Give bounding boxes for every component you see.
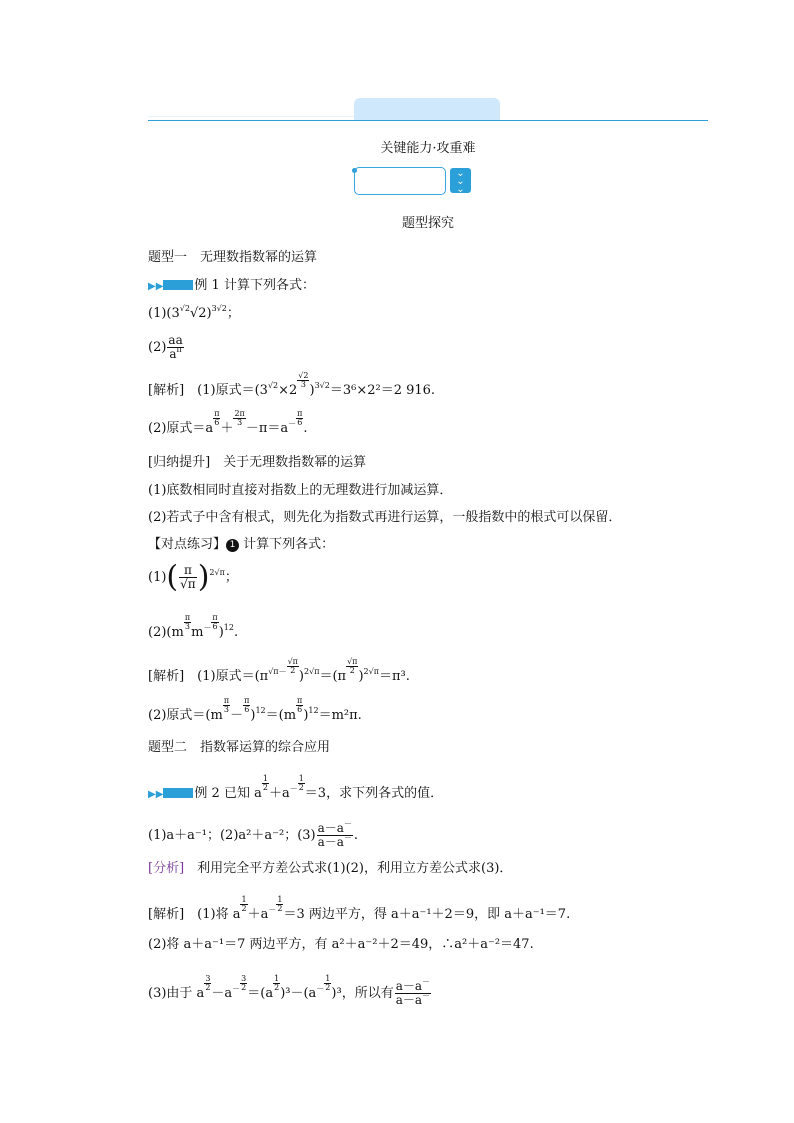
type2-title: 题型二 指数幂运算的综合应用: [148, 740, 331, 755]
subsection-title: 题型探究: [401, 216, 454, 231]
example2-solution3: (3)由于 a $\frac{3}{2}$ －a－ $\frac{3}{2}$ ＝(a $\frac{1}{2}$ )³－(a－ $\frac{1}{2}$ )³，所以有 $\frac{a-a^-}{a-a^-}$: [148, 974, 431, 1007]
summary-heading: [归纳提升] 关于无理数指数幂的运算: [148, 455, 367, 470]
practice-q1: (1)( $\frac{\pi}{√\pi}$ )$^{2√\pi}$；: [148, 559, 238, 595]
section-title: 关键能力·攻重难: [380, 141, 476, 156]
chevron-down-icon[interactable]: ⌄ ⌄ ⌄: [450, 168, 471, 193]
practice-solution2: (2)原式＝(m $\frac{\pi}{3}$ － $\frac{\pi}{6}$ )$^{12}$＝(m $\frac{\pi}{6}$ )$^{12}$＝m²π.: [148, 696, 362, 723]
example1-line: [148, 274, 315, 293]
empty-label-box: [354, 167, 446, 195]
example2-analysis: [分析] 利用完全平方差公式求(1)(2)，利用立方差公式求(3)．: [148, 861, 513, 876]
practice-number-badge: 1: [226, 539, 239, 552]
practice-solution1: [解析] (1)原式$=(\pi^{√\pi-}$ $\frac{√\pi}{2}$ )$^{2√\pi}$＝(π $\frac{√\pi}{2}$ )$^{2√\pi}$＝π³.: [148, 657, 410, 684]
example-marker-icon: ▶▶: [148, 278, 194, 293]
example1-solution1: [解析] (1)原式$=(3^{√2}\times 2$ $\frac{√2}{3}$ )$^{3√2}$＝3⁶×2²＝2 916.: [148, 371, 436, 398]
header-faint-rule: [148, 116, 354, 117]
example1-q1: $(1)(3^{√2}√2)^{3√2}$；: [148, 304, 240, 321]
practice-heading: 【对点练习】 1 计算下列各式：: [148, 537, 335, 552]
type1-title: 题型一 无理数指数幂的运算: [148, 250, 318, 265]
header-rule: [148, 120, 708, 121]
example1-prompt: 计算下列各式：: [223, 278, 315, 293]
header-tab: [354, 98, 500, 120]
example1-solution2: (2)原式＝a $\frac{\pi}{6}$ ＋ $\frac{2\pi}{3}$ －π＝a－ $\frac{\pi}{6}$ .: [148, 409, 308, 436]
example1-q2: (2) $\frac{aa}{a^\pi}$: [148, 333, 183, 361]
example2-questions: (1)a＋a⁻¹；(2)a²＋a⁻²；(3) $\frac{a-a^-}{a-a^-}$ .: [148, 819, 359, 849]
example2-solution1: [解析] (1)将 a $\frac{1}{2}$ ＋a－ $\frac{1}{2}$ ＝3 两边平方，得 a＋a⁻¹＋2＝9，即 a＋a⁻¹＝7.: [148, 895, 571, 922]
example2-solution2: (2)将 a＋a⁻¹＝7 两边平方，有 a²＋a⁻²＋2＝49，∴a²＋a⁻²＝47.: [148, 937, 534, 952]
example-marker-icon: ▶▶: [148, 786, 194, 801]
practice-q2: (2)(m $\frac{\pi}{3}$ m－ $\frac{\pi}{6}$ )$^{12}$.: [148, 613, 239, 640]
summary-item-2: (2)若式子中含有根式，则先化为指数式再进行运算，一般指数中的根式可以保留．: [148, 510, 622, 525]
example1-label: 例 1: [194, 278, 220, 293]
summary-item-1: (1)底数相同时直接对指数上的无理数进行加减运算．: [148, 483, 453, 498]
example2-line: ▶▶ 例 2 已知 a $\frac{1}{2}$ ＋a－ $\frac{1}{2}$ ＝3，求下列各式的值．: [148, 774, 444, 801]
